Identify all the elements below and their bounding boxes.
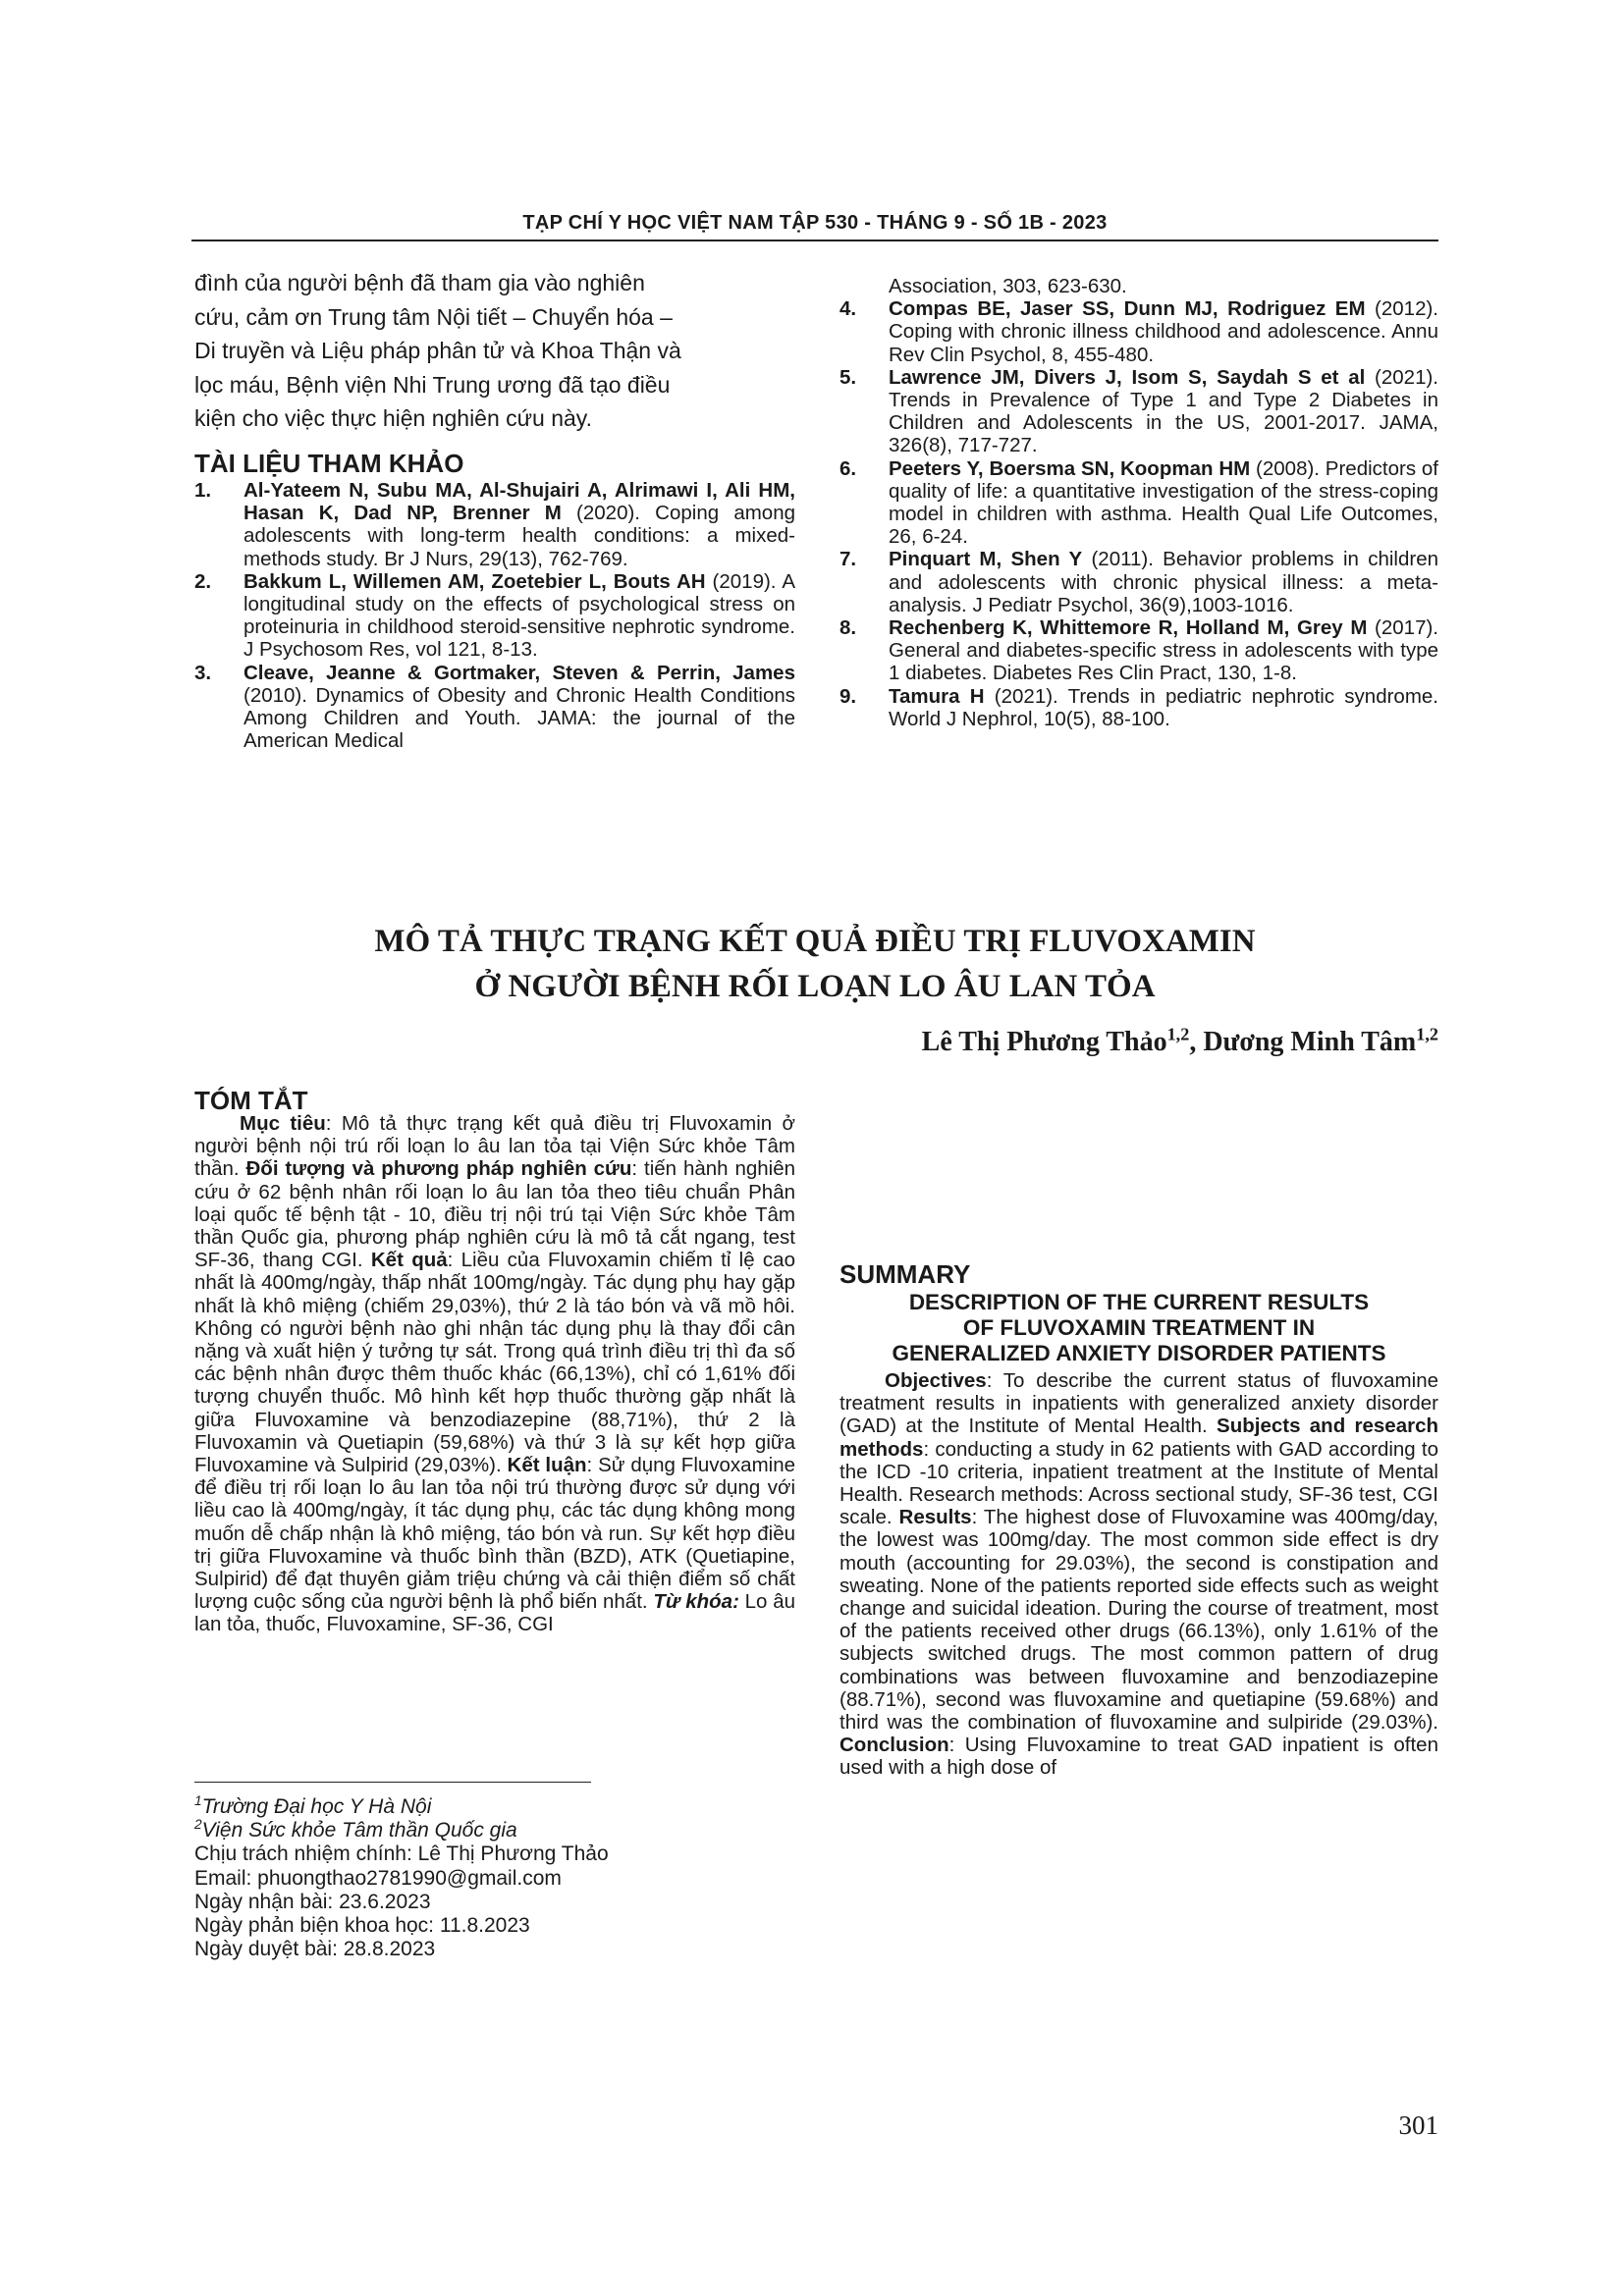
reference-item — [839, 275, 1438, 297]
reference-details: (2021). Trends in pediatric nephrotic syndrome. World J Nephrol, 10(5), 88-100. — [889, 684, 1438, 730]
reference-item: 5. Lawrence JM, Divers J, Isom S, Saydah S et al (2021). Trends in Prevalence of Type 1 and Type 2 Diabetes in Children and Adolescents in the US, 2001-2017. JAMA, 326(8), 717-727. — [839, 365, 1439, 457]
reference-authors: Pinquart M, Shen Y — [889, 548, 1083, 571]
ack-line: kiện cho việc thực hiện nghiên cứu này. — [194, 405, 592, 431]
affiliation-2: $^2$Viện Sức khỏe Tâm thần Quốc gia — [194, 1817, 517, 1842]
reference-details: (2020). Coping among adolescents with long-term health conditions: a mixed-methods study. Br J Nurs, 29(13), 762-769. — [244, 502, 796, 570]
reference-details: (2008). Predictors of quality of life: a quantitative investigation of the stress-coping model in children with asthma. Health Qual Life Outcomes, 26, 6-24. — [889, 456, 1438, 549]
summary-title: SUMMARY — [839, 1259, 971, 1289]
journal-header: TẠP CHÍ Y HỌC VIỆT NAM TẬP 530 - THÁNG 9 - SỐ 1B - 2023 — [522, 212, 1108, 234]
article-authors: Lê Thị Phương Thảo$^{1,2}$, Dương Minh Tâm$^{1,2}$ — [921, 1024, 1438, 1057]
abstract-title: TÓM TẮT — [194, 1086, 308, 1115]
ack-line: Di truyền và Liệu pháp phân tử và Khoa Thận và — [194, 338, 681, 363]
reference-item: 3. Cleave, Jeanne & Gortmaker, Steven & Perrin, James (2010). Dynamics of Obesity and Chronic Health Conditions Among Children and Youth. JAMA: the journal of the American Medical — [194, 661, 795, 753]
reference-details: (2012). Coping with chronic illness childhood and adolescence. Annu Rev Clin Psychol, 8, 455-480. — [889, 297, 1438, 366]
reference-item: 1. Al-Yateem N, Subu MA, Al-Shujairi A, Alrimawi I, Ali HM, Hasan K, Dad NP, Brenner M (2020). Coping among adolescents with long-term health conditions: a mixed-methods study. Br J Nurs, 29(13), 762-769. — [194, 479, 796, 570]
summary-body — [839, 1369, 1438, 1780]
reference-item: 6. Peeters Y, Boersma SN, Koopman HM (2008). Predictors of quality of life: a quantitative investigation of the stress-coping model in children with asthma. Health Qual Life Outcomes, 26, 6-24. — [839, 456, 1438, 549]
abstract-paragraph: Mục tiêu: Mô tả thực trạng kết quả điều trị Fluvoxamin ở người bệnh nội trú rối loạn lo âu lan tỏa tại Viện Sức khỏe Tâm thần. Đối tượng và phương pháp nghiên cứu: tiến hành nghiên cứu ở 62 bệnh nhân rối loạn lo âu lan tỏa theo tiêu chuẩn Phân loại quốc tế bệnh tật - 10, điều trị nội trú tại Viện Sức khỏe Tâm thần Quốc gia, phương pháp nghiên cứu là mô tả cắt ngang, test SF-36, thang CGI. Kết quả: Liều của Fluvoxamin chiếm tỉ lệ cao nhất là 400mg/ngày, thấp nhất 100mg/ngày. Tác dụng phụ hay gặp nhất là khô miệng (chiếm 29,03%), thứ 2 là táo bón và vã mồ hôi. Không có người bệnh nào ghi nhận tác dụng phụ là thay đổi cân nặng và xuất hiện ý tưởng tự sát. Trong quá trình điều trị thì đa số các bệnh nhân được thêm thuốc khác (66,13%), chỉ có 1,61% đối tượng chuyển thuốc. Mô hình kết hợp thuốc thường gặp nhất là giữa Fluvoxamine và benzodiazepine (88,71%), thứ 2 là Fluvoxamin và Quetiapin (59,68%) và thứ 3 là sự kết hợp giữa Fluvoxamine và Sulpirid (29,03%). Kết luận: Sử dụng Fluvoxamine để điều trị rối loạn lo âu lan tỏa nội trú thường được sử dụng với liều cao là 400mg/ngày, ít tác dụng phụ, các tác dụng không mong muốn dễ chấp nhận là khô miệng, táo bón và run. Sự kết hợp điều trị giữa Fluvoxamine và thuốc bình thần (BZD), ATK (Quetiapine, Sulpirid) để đạt thuyên giảm triệu chứng và cải thiện điểm số chất lượng cuộc sống của người bệnh là phổ biến nhất. Từ khóa: Lo âu lan tỏa, thuốc, Fluvoxamine, SF-36, CGI — [194, 1112, 796, 1636]
article-title-line1: MÔ TẢ THỰC TRẠNG KẾT QUẢ ĐIỀU TRỊ FLUVOXAMIN — [374, 924, 1256, 959]
reference-item: 9. Tamura H (2021). Trends in pediatric nephrotic syndrome. World J Nephrol, 10(5), 88-100. — [839, 684, 1438, 730]
date-received: Ngày nhận bài: 23.6.2023 — [194, 1890, 431, 1913]
reference-authors: Al-Yateem N, Subu MA, Al-Shujairi A, Alrimawi I, Ali HM, Hasan K, Dad NP, Brenner M — [244, 479, 795, 525]
references-list-right — [839, 275, 1438, 730]
reference-details: (2011). Behavior problems in children and adolescents with chronic physical illness: a meta-analysis. J Pediatr Psychol, 36(9),1003-1016. — [889, 548, 1438, 616]
reference-item: 4. Compas BE, Jaser SS, Dunn MJ, Rodriguez EM (2012). Coping with chronic illness childhood and adolescence. Annu Rev Clin Psychol, 8, 455-480. — [839, 297, 1438, 366]
corresponding-email: Email: phuongthao2781990@gmail.com — [194, 1866, 562, 1890]
author-affiliation: 1,2 — [1416, 1024, 1438, 1044]
ack-line: cứu, cảm ơn Trung tâm Nội tiết – Chuyển hóa – — [194, 303, 673, 330]
reference-authors: Cleave, Jeanne & Gortmaker, Steven & Perrin, James — [244, 661, 795, 684]
author-name: Lê Thị Phương Thảo — [921, 1027, 1167, 1057]
keywords: Lo âu lan tỏa, thuốc, Fluvoxamine, SF-36, CGI — [194, 1590, 795, 1636]
reference-details: (2019). A longitudinal study on the effects of psychological stress on proteinuria in childhood steroid-sensitive nephrotic syndrome. J Psychosom Res, vol 121, 8-13. — [244, 569, 795, 662]
summary-heading: DESCRIPTION OF THE CURRENT RESULTS OF FLUVOXAMIN TREATMENT IN GENERALIZED ANXIETY DISORDER PATIENTS — [892, 1290, 1386, 1365]
page-number: 301 — [1398, 2110, 1438, 2140]
ack-line: đình của người bệnh đã tham gia vào nghiên — [194, 270, 645, 295]
summary-paragraph: Objectives: To describe the current status of fluvoxamine treatment results in inpatients with generalized anxiety disorder (GAD) at the Institute of Mental Health. Subjects and research methods: conducting a study in 62 patients with GAD according to the ICD -10 criteria, inpatient treatment at the Institute of Mental Health. Research methods: Across sectional study, SF-36 test, CGI scale. Results: The highest dose of Fluvoxamine was 400mg/day, the lowest was 100mg/day. The most common side effect is dry mouth (accounting for 29.03%), the second is constipation and sweating. None of the patients reported side effects such as weight change and suicidal ideation. During the course of treatment, most of the patients received other drugs (66.13%), only 1.61% of the subjects switched drugs. The most common pattern of drug combinations was between fluvoxamine and benzodiazepine (88.71%), second was fluvoxamine and quetiapine (59.68%) and third was the combination of fluvoxamine and sulpiride (29.03%). Conclusion: Using Fluvoxamine to treat GAD inpatient is often used with a high dose of — [839, 1369, 1438, 1780]
reference-authors: Lawrence JM, Divers J, Isom S, Saydah S et al — [889, 365, 1366, 389]
header-rule — [191, 240, 1438, 241]
reference-authors: Bakkum L, Willemen AM, Zoetebier L, Bouts AH — [244, 569, 706, 593]
author-name: Dương Minh Tâm — [1203, 1027, 1417, 1057]
article-title-line2: Ở NGƯỜI BỆNH RỐI LOẠN LO ÂU LAN TỎA — [474, 969, 1156, 1004]
reference-authors: Compas BE, Jaser SS, Dunn MJ, Rodriguez EM — [889, 297, 1366, 321]
reference-item: 2. Bakkum L, Willemen AM, Zoetebier L, Bouts AH (2019). A longitudinal study on the effects of psychological stress on proteinuria in childhood steroid-sensitive nephrotic syndrome. J Psychosom Res, vol 121, 8-13. — [194, 569, 795, 662]
affiliation-1: $^1$Trường Đại học Y Hà Nội — [194, 1793, 432, 1818]
reference-authors: Tamura H — [889, 684, 985, 708]
acknowledgement-paragraph — [194, 266, 795, 436]
abstract-body-left — [194, 1112, 795, 1636]
ack-line: lọc máu, Bệnh viện Nhi Trung ương đã tạo điều — [194, 371, 671, 398]
reference-item: 8. Rechenberg K, Whittemore R, Holland M, Grey M (2017). General and diabetes-specific stress in adolescents with type 1 diabetes. Diabetes Res Clin Pract, 130, 1-8. — [839, 616, 1438, 685]
references-list-left — [194, 479, 795, 752]
corresponding-author: Chịu trách nhiệm chính: Lê Thị Phương Thảo — [194, 1842, 609, 1866]
reference-details: (2010). Dynamics of Obesity and Chronic Health Conditions Among Children and Youth. JAMA: the journal of the American Medical — [244, 683, 795, 753]
reference-details: (2017). General and diabetes-specific stress in adolescents with type 1 diabetes. Diabetes Res Clin Pract, 130, 1-8. — [889, 616, 1438, 685]
footnotes — [194, 1795, 609, 1961]
reference-item: 7. Pinquart M, Shen Y (2011). Behavior problems in children and adolescents with chronic physical illness: a meta-analysis. J Pediatr Psychol, 36(9),1003-1016. — [839, 548, 1438, 616]
keywords-label: Từ khóa: — [653, 1590, 739, 1614]
references-title: TÀI LIỆU THAM KHẢO — [194, 449, 464, 478]
author-affiliation: 1,2 — [1166, 1024, 1190, 1044]
reference-details: Association, 303, 623-630. — [889, 275, 1127, 297]
footnote-rule — [194, 1782, 591, 1783]
date-reviewed: Ngày phản biện khoa học: 11.8.2023 — [194, 1914, 530, 1938]
reference-authors: Peeters Y, Boersma SN, Koopman HM — [889, 456, 1251, 480]
reference-authors: Rechenberg K, Whittemore R, Holland M, Grey M — [889, 616, 1368, 640]
date-accepted: Ngày duyệt bài: 28.8.2023 — [194, 1938, 436, 1961]
reference-details: (2021). Trends in Prevalence of Type 1 and Type 2 Diabetes in Children and Adolescents in the US, 2001-2017. JAMA, 326(8), 717-727. — [889, 365, 1439, 457]
